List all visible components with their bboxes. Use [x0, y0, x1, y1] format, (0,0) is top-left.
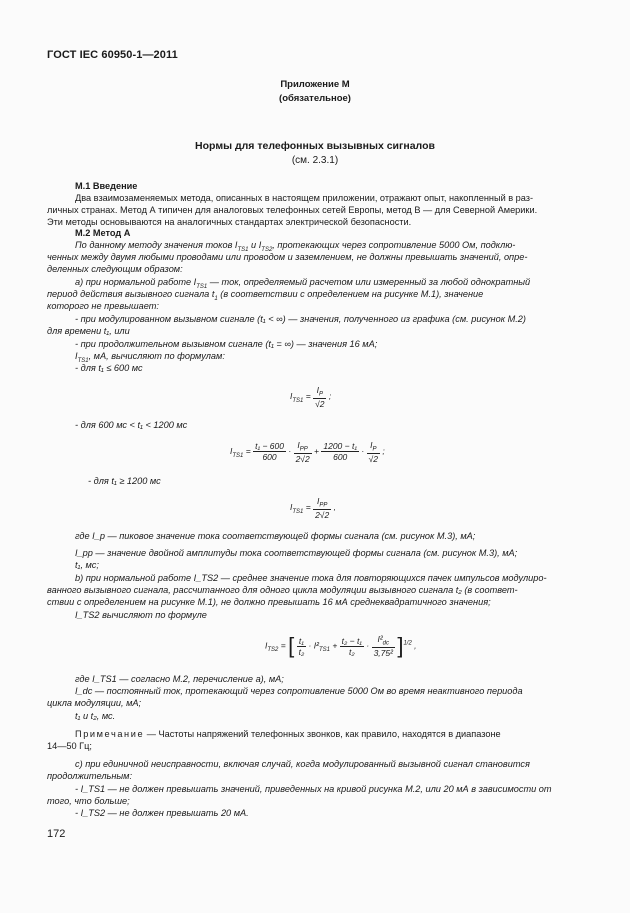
- item-c-sub-2: - I_TS2 — не должен превышать 20 мА.: [75, 808, 249, 818]
- item-c-sub-1b: того, что больше;: [47, 796, 130, 806]
- case-3-label: - для t₁ ≥ 1200 мс: [88, 476, 161, 486]
- item-c-sub-1: - I_TS1 — не должен превышать значений, приведенных на кривой рисунка М.2, или 20 мА в зависимости от: [75, 784, 552, 794]
- formula-2: $I_{TS1}$ = $\frac{\text{t₁ − 600}}{600}$ · $\frac{I_{PP}}{2√2}$ + $\frac{\text{1200 − t₁}}{600}$ · $\frac{I_P}{√2}$ ;: [230, 440, 385, 464]
- item-c-line-1: с) при единичной неисправности, включая случай, когда модулированный вызывной сигнал становится: [75, 759, 530, 769]
- calc-2-line: I_TS2 вычисляют по формуле: [75, 610, 207, 620]
- annex-title: Приложение М: [280, 79, 350, 90]
- section-title: Нормы для телефонных вызывных сигналов: [195, 140, 435, 152]
- idc-line-1: I_dc — постоянный ток, протекающий через сопротивление 5000 Ом во время неактивного периода: [75, 686, 523, 696]
- m1-heading: М.1 Введение: [75, 181, 138, 191]
- document-header: ГОСТ IEC 60950-1—2011: [47, 49, 178, 61]
- note-line-1: Примечание — Частоты напряжений телефонных звонков, как правило, находятся в диапазоне: [75, 729, 501, 739]
- m2-para-1: По данному методу значения токов $I_{TS1}$ и $I_{TS2}$, протекающих через сопротивление 5000 Ом, подклю-: [75, 240, 516, 253]
- m1-line-3: Эти методы основываются на аналогичных стандартах электрической безопасности.: [47, 217, 412, 227]
- t1-definition: t₁, мс;: [75, 560, 99, 570]
- section-reference: (см. 2.3.1): [291, 155, 339, 166]
- item-c-line-2: продолжительным:: [47, 771, 133, 781]
- item-b-line-3: ствии с определением на рисунке М.1), не должно превышать 16 мА среднеквадратичного значения;: [47, 597, 491, 607]
- modulated-line-1: - при модулированном вызывном сигнале (t₁ < ∞) — значения, полученного из графика (см. рисунок М.2): [75, 314, 526, 324]
- page-number: 172: [47, 828, 66, 840]
- continuous-line: - при продолжительном вызывном сигнале (t₁ = ∞) — значения 16 мА;: [75, 339, 378, 349]
- item-a-line-3: которого не превышает:: [47, 301, 159, 311]
- m1-line-1: Два взаимозаменяемых метода, описанных в настоящем приложении, отражают опыт, накопленный в раз-: [75, 193, 534, 203]
- m1-line-2: личных странах. Метод А типичен для аналоговых телефонных сетей Европы, метод В — для Северной Америки.: [47, 205, 538, 215]
- ipp-definition: I_pp — значение двойной амплитуды тока соответствующей формы сигнала (см. рисунок М.3), мА;: [75, 548, 518, 558]
- item-b-line-1: b) при нормальной работе I_TS2 — среднее значение тока для повторяющихся пачек импульсов модулиро-: [75, 573, 547, 583]
- ip-definition: где I_p — пиковое значение тока соответствующей формы сигнала (см. рисунок М.3), мА;: [75, 531, 476, 541]
- item-a-line-1: а) при нормальной работе $I_{TS1}$ — ток, определяемый расчетом или измеренный за любой однократный: [75, 277, 531, 290]
- item-b-line-2: ванного вызывного сигнала, рассчитанного для одного цикла модуляции вызывного сигнала t₂ (в соответ-: [47, 585, 518, 595]
- calc-line: $I_{TS1}$, мА, вычисляют по формулам:: [75, 351, 225, 364]
- formula-1: $I_{TS1}$ = $\frac{I_P}{√2}$ ;: [290, 385, 332, 409]
- case-2-label: - для 600 мс < t₁ < 1200 мс: [75, 420, 188, 430]
- t1-t2-definition: t₁ и t₂, мс.: [75, 711, 116, 721]
- idc-line-2: цикла модуляции, мА;: [47, 698, 142, 708]
- item-a-line-2: период действия вызывного сигнала $t_1$ (в соответствии с определением на рисунке М.1), значение: [47, 289, 484, 302]
- formula-3: $I_{TS1}$ = $\frac{I_{PP}}{2√2}$ ,: [290, 496, 336, 520]
- where-2-line: где I_TS1 — согласно М.2, перечисление а), мА;: [75, 674, 284, 684]
- m2-heading: М.2 Метод А: [75, 228, 131, 238]
- m2-para-1-line-2: ченных между двумя любыми проводами или проводом и заземлением, не должны превышать значений, опре-: [47, 252, 528, 262]
- note-line-2: 14—50 Гц;: [47, 741, 92, 751]
- m2-para-1-line-3: деленных следующим образом:: [47, 264, 183, 274]
- modulated-line-2: для времени t₁, или: [47, 326, 130, 336]
- case-1-label: - для t₁ ≤ 600 мс: [75, 363, 143, 373]
- formula-4: $I_{TS2}$ = [ $\frac{\text{t₁}}{\text{t₂}}$ · $I^2_{TS1}$ + $\frac{\text{t₂ − t₁}}{\text{t₂}}$ · $\frac{I^2_{dc}}{\text{3,75²}}$ ]$^{1/2}$ ,: [265, 633, 417, 658]
- annex-status: (обязательное): [279, 93, 351, 104]
